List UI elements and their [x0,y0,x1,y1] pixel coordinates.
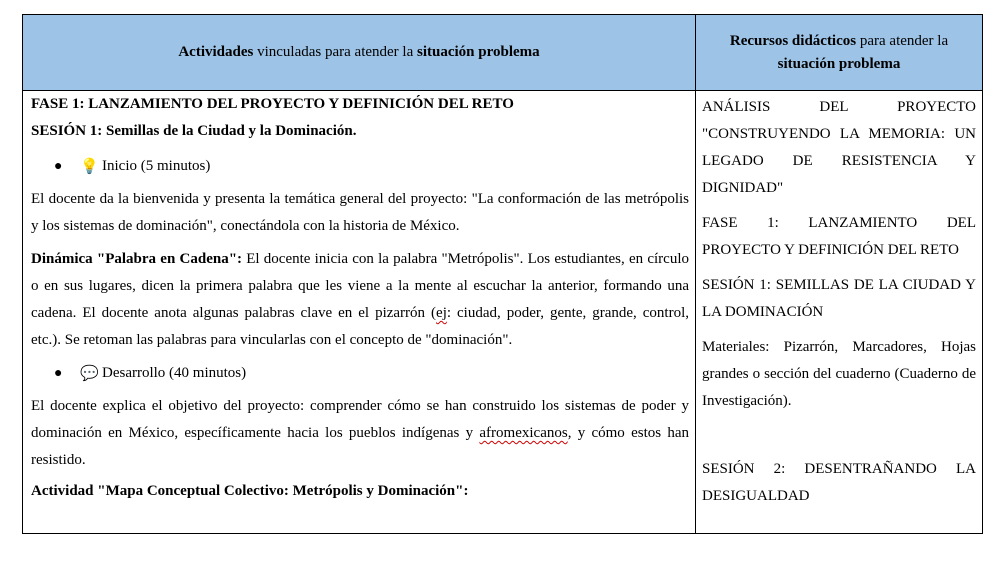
intro-paragraph: El docente da la bienvenida y presenta la temática general del proyecto: "La conformación de las metrópolis y los sistemas de dominación", conectándola con la historia de México. [31,191,689,234]
resources-cell [702,94,976,518]
spacer [702,423,976,456]
header-resources [696,15,982,90]
speech-bubble-icon: 💬 [80,366,99,382]
dinamica-title: Dinámica "Palabra en Cadena": [31,251,243,267]
spellcheck-word: ej [436,305,447,321]
spellcheck-word: afromexicanos [479,425,568,441]
header-activities-text-1: vinculadas para atender la [253,44,417,60]
session-title: SESIÓN 1: Semillas de la Ciudad y la Dominación. [31,123,357,139]
dinamica-paragraph: Dinámica "Palabra en Cadena": El docente inicia con la palabra "Metrópolis". Los estudiantes, en círculo o en sus lugares, dicen la primera palabra que les viene a la mente al escuchar la anterior, formando una cadena. El docente anota algunas palabras clave en el pizarrón (ej: ciudad, poder, gente, grande, control, etc.). Se retoman las palabras para vincularlas con el concepto de "dominación". [31,251,689,348]
header-activities-text [178,41,539,64]
lightbulb-icon: 💡 [80,159,99,175]
bullet-dot: ● [54,158,63,174]
header-activities [23,15,695,90]
header-resources-text-1: para atender la [856,32,949,49]
resources-session-2: SESIÓN 2: DESENTRAÑANDO LA DESIGUALDAD [702,461,976,504]
header-resources-text [710,30,968,76]
objective-paragraph: El docente explica el objetivo del proyecto: comprender cómo se han construido los sistemas de poder y dominación en México, específicamente hacia los pueblos indígenas y afromexicanos, y cómo estos han resistido. [31,398,690,468]
header-resources-bold-2: situación problema [777,55,901,72]
phase-title: FASE 1: LANZAMIENTO DEL PROYECTO Y DEFINICIÓN DEL RETO [31,96,514,112]
bullet-dot: ● [54,365,63,381]
header-resources-bold-1: Recursos didácticos [729,32,857,49]
activities-cell [31,94,689,511]
column-divider [695,15,696,533]
resources-session-1: SESIÓN 1: SEMILLAS DE LA CIUDAD Y LA DOMINACIÓN [702,277,976,320]
bullet-inicio-label: Inicio (5 minutos) [102,158,211,174]
resources-phase: FASE 1: LANZAMIENTO DEL PROYECTO Y DEFINICIÓN DEL RETO [702,215,976,258]
header-activities-bold-1: Actividades [178,44,254,60]
header-activities-bold-2: situación problema [417,44,540,60]
lesson-plan-table [22,14,983,534]
project-analysis: ANÁLISIS DEL PROYECTO "CONSTRUYENDO LA MEMORIA: UN LEGADO DE RESISTENCIA Y DIGNIDAD" [702,99,976,196]
header-divider [23,90,982,91]
bullet-desarrollo-label: Desarrollo (40 minutos) [102,365,247,381]
activity-title: Actividad "Mapa Conceptual Colectivo: Metrópolis y Dominación": [31,483,469,499]
bullet-inicio [31,153,689,180]
bullet-desarrollo [31,360,689,387]
materials-list: Materiales: Pizarrón, Marcadores, Hojas grandes o sección del cuaderno (Cuaderno de Investigación). [702,339,976,409]
